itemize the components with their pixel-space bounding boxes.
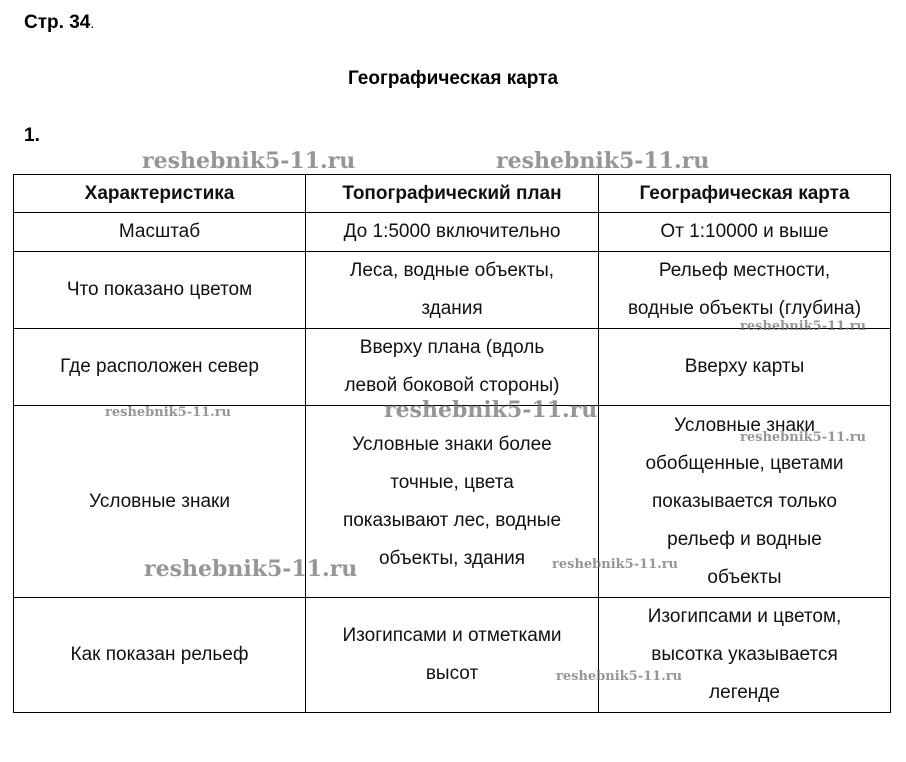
- table-header-row: [14, 175, 891, 213]
- page-number-dot: .: [90, 15, 95, 31]
- watermark: reshebnik5-11.ru: [740, 430, 867, 445]
- table-cell: [306, 252, 599, 329]
- table-cell: [14, 598, 306, 713]
- table-cell: [306, 329, 599, 406]
- cell-text: Изогипсами и отметками высот: [342, 625, 562, 684]
- table-row: [14, 329, 891, 406]
- table-header-cell: Географическая карта: [599, 175, 891, 213]
- table-cell: [599, 598, 891, 713]
- cell-text: Вверху карты: [684, 356, 805, 377]
- table-cell: [306, 598, 599, 713]
- table-cell: [599, 252, 891, 329]
- table-cell: [14, 406, 306, 598]
- table-row: [14, 252, 891, 329]
- cell-text: Что показано цветом: [66, 279, 253, 300]
- table-cell: [14, 329, 306, 406]
- table-cell: [306, 213, 599, 252]
- cell-text: Где расположен север: [60, 356, 259, 377]
- comparison-table: [13, 174, 891, 713]
- watermark: reshebnik5-11.ru: [105, 405, 232, 420]
- watermark: reshebnik5-11.ru: [384, 397, 598, 423]
- cell-text: Вверху плана (вдоль левой боковой стороны): [344, 337, 560, 396]
- table-row: [14, 598, 891, 713]
- cell-text: Леса, водные объекты, здания: [349, 260, 555, 319]
- cell-text: Условные знаки более точные, цвета показывают лес, водные объекты, здания: [342, 433, 562, 569]
- watermark: reshebnik5-11.ru: [496, 148, 710, 174]
- watermark: reshebnik5-11.ru: [142, 148, 356, 174]
- table-cell: [14, 252, 306, 329]
- cell-text: До 1:5000 включительно: [343, 221, 561, 242]
- cell-text: Как показан рельеф: [70, 644, 249, 665]
- watermark: reshebnik5-11.ru: [556, 669, 683, 684]
- page-number: [24, 12, 94, 34]
- table-header-cell: Топографический план: [306, 175, 599, 213]
- table-header-cell: Характеристика: [14, 175, 306, 213]
- cell-text: От 1:10000 и выше: [660, 221, 829, 242]
- task-number: 1.: [24, 125, 40, 146]
- cell-text: Рельеф местности, водные объекты (глубина): [627, 260, 862, 319]
- watermark: reshebnik5-11.ru: [144, 556, 358, 582]
- cell-text: Масштаб: [118, 221, 201, 242]
- table-cell: [599, 329, 891, 406]
- table-cell: [14, 213, 306, 252]
- page-number-label: Стр. 34: [24, 12, 91, 33]
- table-row: [14, 406, 891, 598]
- watermark: reshebnik5-11.ru: [740, 319, 867, 334]
- cell-text: Условные знаки: [89, 490, 230, 512]
- cell-text: Изогипсами и цветом, высотка указывается легенде: [647, 606, 842, 703]
- table-cell: [599, 406, 891, 598]
- table-cell: [306, 406, 599, 598]
- document-title: Географическая карта: [347, 68, 559, 89]
- cell-text: Условные знаки обобщенные, цветами показывается только рельеф и водные объекты: [645, 414, 844, 588]
- table-cell: [599, 213, 891, 252]
- table-row: [14, 213, 891, 252]
- watermark: reshebnik5-11.ru: [552, 557, 679, 572]
